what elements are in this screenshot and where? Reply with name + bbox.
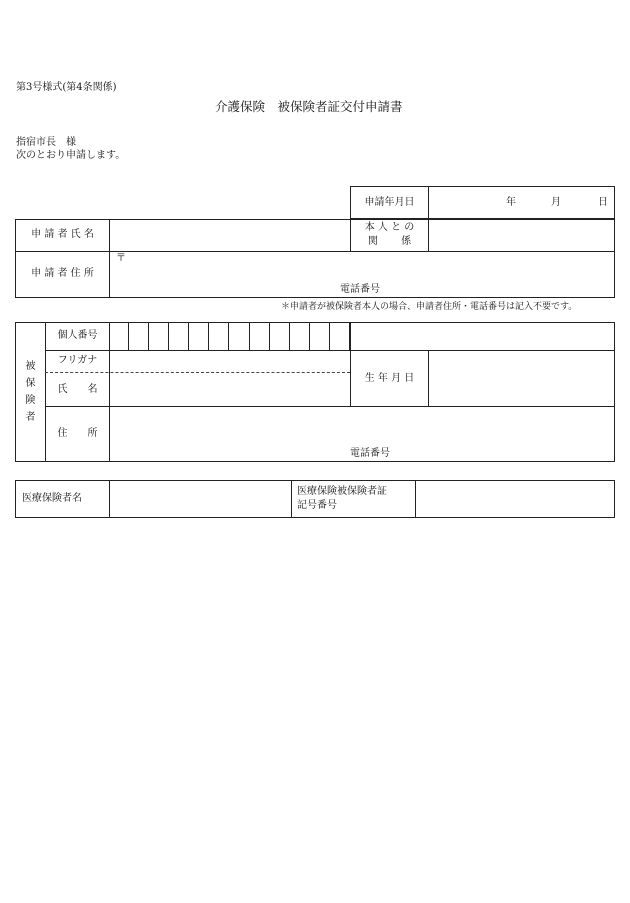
applicant-address-label: 申 請 者 住 所 [31, 268, 94, 279]
personal-number-digit[interactable] [290, 322, 310, 350]
form-number: 第3号様式(第4条関係) [16, 82, 117, 93]
personal-number-digit[interactable] [149, 322, 169, 350]
insured-side-label [16, 358, 45, 426]
personal-number-digit[interactable] [310, 322, 330, 350]
personal-number-digit[interactable] [209, 322, 229, 350]
personal-number-digit[interactable] [330, 322, 350, 350]
medical-card-number-field[interactable] [416, 481, 614, 517]
furigana-field[interactable] [110, 351, 350, 372]
personal-number-label: 個人番号 [57, 330, 98, 341]
furigana-label: フリガナ [57, 355, 98, 366]
medical-card-label-top: 医療保険被保険者証 [297, 486, 387, 497]
personal-number-digit[interactable] [250, 322, 270, 350]
date-year-label: 年 [506, 197, 516, 208]
applicant-phone-label: 電話番号 [340, 284, 380, 295]
side-char-4: 者 [25, 412, 36, 423]
personal-number-digit[interactable] [169, 322, 189, 350]
relation-field[interactable] [429, 220, 614, 251]
date-month-label: 月 [551, 197, 561, 208]
personal-number-digit[interactable] [270, 322, 290, 350]
postal-mark: 〒 [116, 253, 126, 264]
applicant-name-field[interactable] [110, 220, 350, 251]
medical-insurer-field[interactable] [110, 481, 291, 517]
page-title: 介護保険 被保険者証交付申請書 [215, 99, 403, 114]
relation-label-bottom: 関 係 [367, 236, 412, 247]
applicant-name-label: 申 請 者 氏 名 [31, 229, 94, 240]
insured-name-field[interactable] [110, 373, 350, 406]
personal-number-digit[interactable] [230, 322, 250, 350]
personal-number-digit[interactable] [109, 322, 129, 350]
personal-number-digit[interactable] [129, 322, 149, 350]
insured-phone-label: 電話番号 [350, 448, 390, 459]
medical-insurer-label: 医療保険者名 [22, 493, 82, 504]
insured-name-label: 氏 名 [57, 384, 98, 395]
relation-label-top: 本 人 と の [364, 222, 415, 233]
application-date-label: 申請年月日 [364, 197, 415, 208]
insured-address-label: 住 所 [57, 428, 98, 439]
date-day-label: 日 [598, 197, 608, 208]
side-char-2: 保 [25, 378, 36, 389]
note-text: ＊申請者が被保険者本人の場合、申請者住所・電話番号は記入不要です。 [281, 302, 578, 312]
birthdate-field[interactable] [429, 351, 614, 406]
medical-card-label-bottom: 記号番号 [297, 500, 337, 511]
side-char-1: 被 [25, 361, 36, 372]
intro-text: 次のとおり申請します。 [16, 150, 126, 161]
side-char-3: 険 [25, 395, 36, 406]
personal-number-digit[interactable] [189, 322, 209, 350]
application-date-field[interactable] [429, 187, 614, 218]
addressee: 指宿市長 様 [16, 137, 76, 148]
birthdate-label: 生 年 月 日 [364, 373, 415, 384]
